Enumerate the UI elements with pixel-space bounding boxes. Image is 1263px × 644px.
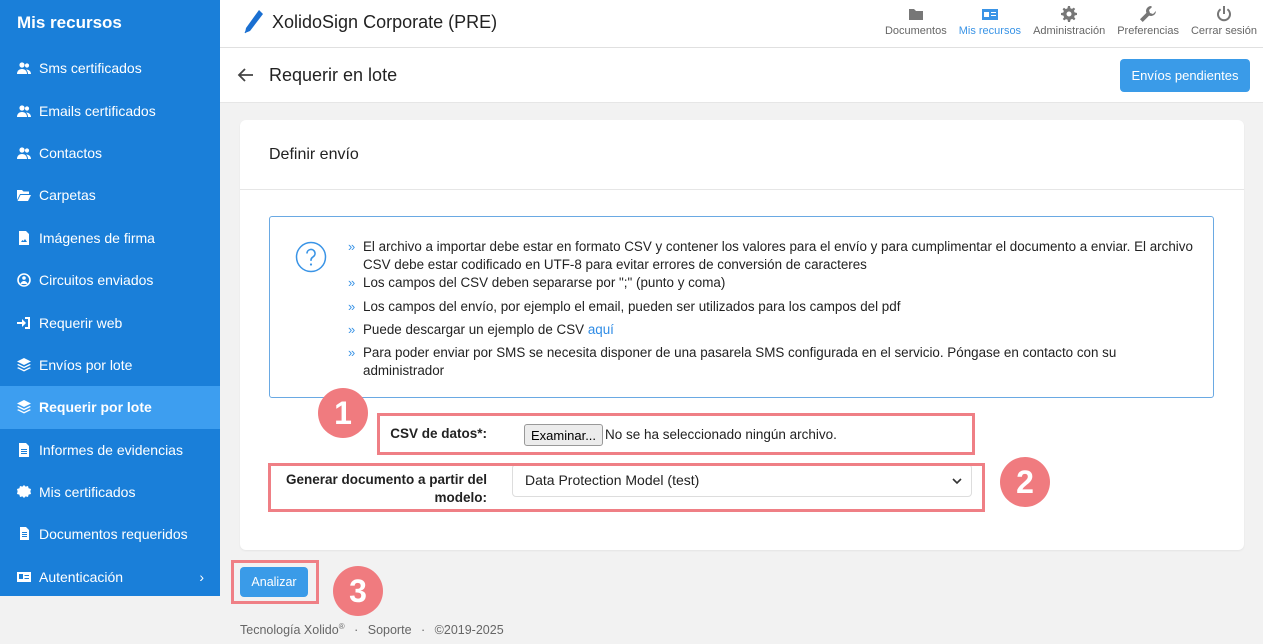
power-icon xyxy=(1216,6,1232,22)
users-icon xyxy=(17,61,31,75)
users-icon xyxy=(17,146,31,160)
folder-open-icon xyxy=(17,188,31,202)
layers-icon xyxy=(17,400,31,414)
sidebar-item-imagenes-de-firma[interactable] xyxy=(0,217,220,259)
info-item xyxy=(348,238,1193,274)
card-title: Definir envío xyxy=(269,146,359,163)
double-chevron-icon: » xyxy=(348,239,356,254)
top-nav-label: Mis recursos xyxy=(958,25,1022,37)
pen-icon xyxy=(242,9,264,35)
top-nav-label: Administración xyxy=(1033,25,1106,37)
sidebar-item-documentos-requeridos[interactable] xyxy=(0,513,220,555)
footer-copyright: ©2019-2025 xyxy=(434,623,504,638)
users-icon xyxy=(17,104,31,118)
sidebar-item-carpetas[interactable] xyxy=(0,174,220,216)
sidebar-item-label: Mis certificados xyxy=(39,484,136,501)
card-divider xyxy=(240,189,1244,190)
question-circle-icon xyxy=(295,241,327,273)
file-status: No se ha seleccionado ningún archivo. xyxy=(605,427,837,442)
sidebar-item-label: Requerir por lote xyxy=(39,399,152,416)
highlight-model-field xyxy=(268,463,985,512)
footer-support-link[interactable]: Soporte xyxy=(367,623,412,638)
back-arrow-icon[interactable] xyxy=(237,66,255,84)
sign-in-icon xyxy=(17,316,31,330)
sidebar-item-contactos[interactable] xyxy=(0,132,220,174)
gear-icon xyxy=(1061,6,1077,22)
top-nav xyxy=(873,6,1257,37)
sidebar xyxy=(0,0,220,596)
annotation-badge-1: 1 xyxy=(318,388,368,438)
sidebar-item-label: Documentos requeridos xyxy=(39,526,188,543)
top-nav-cerrar-sesion[interactable] xyxy=(1191,6,1257,37)
top-nav-preferencias[interactable] xyxy=(1117,6,1179,37)
image-file-icon xyxy=(17,231,31,245)
model-label: Generar documento a partir del modelo: xyxy=(285,472,487,505)
sidebar-item-label: Carpetas xyxy=(39,187,96,204)
documents-icon xyxy=(17,527,31,541)
footer-separator: · xyxy=(354,623,359,638)
wrench-icon xyxy=(1140,6,1156,22)
sidebar-item-label: Requerir web xyxy=(39,314,123,331)
sidebar-item-label: Circuitos enviados xyxy=(39,272,154,289)
model-select-value: Data Protection Model (test) xyxy=(525,472,700,488)
sidebar-item-label: Autenticación xyxy=(39,568,124,585)
sidebar-item-emails-certificados[interactable] xyxy=(0,89,220,131)
footer xyxy=(240,622,510,637)
circuit-icon xyxy=(17,273,31,287)
csv-label: CSV de datos*: xyxy=(390,426,487,441)
sidebar-item-sms-certificados[interactable] xyxy=(0,47,220,89)
sidebar-item-circuitos-enviados[interactable] xyxy=(0,259,220,301)
footer-company[interactable] xyxy=(240,623,345,637)
sidebar-item-label: Informes de evidencias xyxy=(39,441,183,458)
double-chevron-icon: » xyxy=(348,299,356,314)
sidebar-item-requerir-por-lote[interactable] xyxy=(0,386,220,428)
sidebar-nav xyxy=(0,47,220,598)
double-chevron-icon: » xyxy=(348,322,356,337)
sidebar-item-requerir-web[interactable] xyxy=(0,301,220,343)
annotation-badge-3: 3 xyxy=(333,566,383,616)
browse-file-button[interactable]: Examinar... xyxy=(524,424,603,446)
sidebar-item-label: Contactos xyxy=(39,144,103,161)
info-box xyxy=(269,216,1214,398)
top-nav-label: Preferencias xyxy=(1117,25,1179,37)
page-title: Requerir en lote xyxy=(269,65,398,85)
info-item xyxy=(348,344,1193,380)
top-nav-mis-recursos[interactable] xyxy=(959,6,1021,37)
top-bar xyxy=(220,0,1263,48)
certificate-icon xyxy=(17,485,31,499)
brand[interactable] xyxy=(242,9,497,35)
pending-shipments-button[interactable]: Envíos pendientes xyxy=(1120,59,1250,92)
footer-separator: · xyxy=(421,623,426,638)
sidebar-title: Mis recursos xyxy=(17,13,122,32)
layers-icon xyxy=(17,358,31,372)
top-nav-label: Cerrar sesión xyxy=(1190,25,1257,37)
info-item xyxy=(348,321,1193,339)
sidebar-item-envios-por-lote[interactable] xyxy=(0,344,220,386)
sidebar-item-label: Envíos por lote xyxy=(39,356,133,373)
id-card-icon xyxy=(17,570,31,584)
id-card-icon xyxy=(982,6,998,22)
sidebar-item-autenticacion[interactable] xyxy=(0,556,220,598)
sidebar-item-label: Imágenes de firma xyxy=(39,229,155,246)
footer-company-name: Tecnología Xolido xyxy=(240,623,339,638)
top-nav-administracion[interactable] xyxy=(1033,6,1105,37)
info-item xyxy=(348,274,1193,292)
info-list xyxy=(348,238,1193,385)
page-header xyxy=(220,48,1263,103)
top-nav-documentos[interactable] xyxy=(885,6,947,37)
double-chevron-icon: » xyxy=(348,345,356,360)
annotation-badge-2: 2 xyxy=(1000,457,1050,507)
folder-icon xyxy=(908,6,924,22)
info-text: Para poder enviar por SMS se necesita disponer de una pasarela SMS configurada en el servicio. Póngase en contacto con su administrador xyxy=(363,345,1117,378)
top-nav-label: Documentos xyxy=(884,25,947,37)
info-text: Puede descargar un ejemplo de CSV xyxy=(363,322,588,337)
analyze-button[interactable]: Analizar xyxy=(240,567,308,597)
highlight-analyze-button xyxy=(231,560,319,604)
file-icon xyxy=(17,443,31,457)
sidebar-item-mis-certificados[interactable] xyxy=(0,471,220,513)
csv-example-link[interactable]: aquí xyxy=(587,322,614,337)
info-text: El archivo a importar debe estar en formato CSV y contener los valores para el envío y para cumplimentar el documento a enviar. El archivo CSV debe estar codificado en UTF-8 para evitar errores de conversión de caracteres xyxy=(363,239,1193,272)
chevron-right-icon: › xyxy=(199,568,204,585)
info-text: Los campos del CSV deben separarse por ";" (punto y coma) xyxy=(363,275,726,290)
sidebar-item-informes-de-evidencias[interactable] xyxy=(0,429,220,471)
info-text: Los campos del envío, por ejemplo el email, pueden ser utilizados para los campos del pdf xyxy=(363,299,901,314)
double-chevron-icon: » xyxy=(348,275,356,290)
highlight-csv-field xyxy=(377,413,975,455)
sidebar-item-label: Emails certificados xyxy=(39,102,156,119)
footer-registered-mark: ® xyxy=(338,622,345,631)
brand-name: XolidoSign Corporate (PRE) xyxy=(272,11,498,32)
sidebar-item-label: Sms certificados xyxy=(39,60,142,77)
info-item xyxy=(348,298,1193,316)
